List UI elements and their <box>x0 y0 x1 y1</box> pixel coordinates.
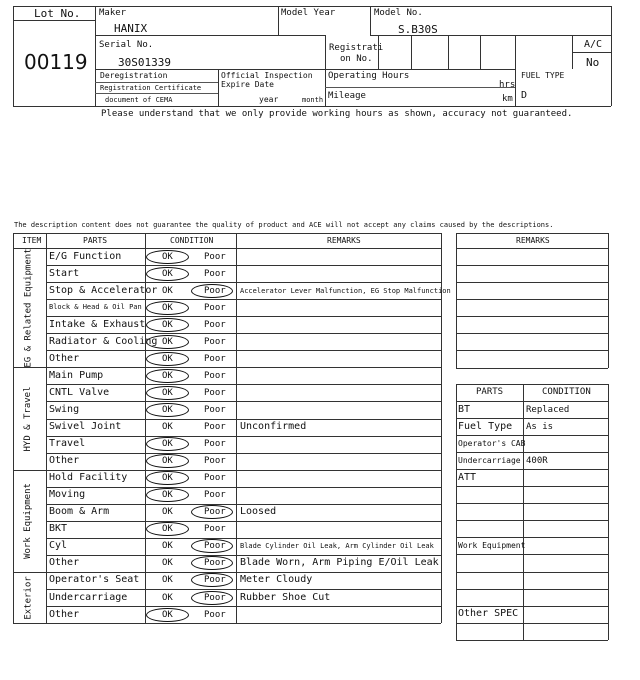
model-no-label: Model No. <box>374 8 423 18</box>
right-condition-value: 400R <box>526 455 548 466</box>
part-name: Block & Head & Oil Pan <box>49 303 142 312</box>
part-name: Other <box>49 608 80 620</box>
right-part-name: Fuel Type <box>458 420 513 432</box>
ok-circle-mark <box>146 301 189 315</box>
part-name: Intake & Exhaust <box>49 318 146 330</box>
condition-ok: OK <box>162 319 173 330</box>
condition-poor: Poor <box>204 353 226 364</box>
condition-poor: Poor <box>204 268 226 279</box>
condition-ok: OK <box>162 507 173 518</box>
right-part-name: BT <box>458 403 471 415</box>
ok-circle-mark <box>146 403 189 417</box>
maker-label: Maker <box>99 8 127 18</box>
ok-circle-mark <box>146 608 189 622</box>
condition-ok: OK <box>162 302 173 313</box>
condition-poor: Poor <box>204 473 226 484</box>
condition-ok: OK <box>162 439 173 450</box>
part-name: Swivel Joint <box>49 421 122 432</box>
group-label: HYD & Travel <box>23 385 34 452</box>
condition-poor: Poor <box>204 609 226 620</box>
maker-value: HANIX <box>114 22 148 35</box>
condition-poor: Poor <box>204 319 226 330</box>
group-label: Exterior <box>23 575 34 620</box>
condition-poor: Poor <box>204 336 226 347</box>
ac-value: No <box>586 56 600 69</box>
part-name: E/G Function <box>49 250 122 262</box>
right-part-name: Other SPEC <box>458 608 519 620</box>
right-condition-value: Replaced <box>526 404 570 415</box>
remarks-text: Blade Worn, Arm Piping E/Oil Leak <box>240 557 439 569</box>
year-label: year <box>259 95 279 104</box>
mileage-label: Mileage <box>328 91 366 101</box>
condition-poor: Poor <box>204 524 226 535</box>
right-part-name: Work Equipment <box>458 540 526 550</box>
registration-certificate-label: Registration Certificate <box>100 84 202 92</box>
condition-ok: OK <box>162 558 173 569</box>
condition-ok: OK <box>162 387 173 398</box>
right-part-name: ATT <box>458 471 477 483</box>
condition-ok: OK <box>162 370 173 381</box>
condition-poor: Poor <box>204 456 226 467</box>
column-header-parts: PARTS <box>83 236 108 245</box>
serial-value: 30S01339 <box>118 56 171 69</box>
poor-circle-mark <box>191 505 233 519</box>
condition-poor: Poor <box>204 404 226 415</box>
ok-circle-mark <box>146 250 189 264</box>
group-label: Work Equipment <box>23 482 34 559</box>
right-remarks-header: REMARKS <box>516 236 550 245</box>
condition-ok: OK <box>162 490 173 501</box>
condition-ok: OK <box>162 592 173 603</box>
part-name: Other <box>49 352 80 364</box>
fuel-type-label: FUEL TYPE <box>521 71 565 80</box>
model-no-value: S.B30S <box>398 23 438 36</box>
remarks-text: Rubber Shoe Cut <box>240 591 331 603</box>
part-name: Swing <box>49 403 80 415</box>
remarks-text: Accelerator Lever Malfunction, EG Stop Malfunction <box>240 286 451 295</box>
column-header-item: ITEM <box>22 236 42 245</box>
right-part-name: Undercarriage <box>458 455 521 465</box>
ac-label: A/C <box>584 39 603 50</box>
remarks-text: Meter Cloudy <box>240 574 313 586</box>
condition-ok: OK <box>162 609 173 620</box>
right-parts-header: PARTS <box>476 387 504 397</box>
remarks-text: Loosed <box>240 506 277 518</box>
column-header-condition: CONDITION <box>170 236 214 245</box>
condition-ok: OK <box>162 541 173 552</box>
part-name: Radiator & Cooling <box>49 335 158 347</box>
hours-disclaimer: Please understand that we only provide working hours as shown, accuracy not guaranteed. <box>101 109 573 119</box>
condition-poor: Poor <box>204 370 226 381</box>
right-condition-header: CONDITION <box>542 387 591 397</box>
poor-circle-mark <box>191 556 233 570</box>
condition-ok: OK <box>162 404 173 415</box>
description-disclaimer: The description content does not guarantee the quality of product and ACE will not accept any claims caused by the descriptions. <box>14 221 554 229</box>
part-name: Stop & Accelerator <box>49 284 158 296</box>
fuel-type-value: D <box>521 90 528 101</box>
ok-circle-mark <box>146 454 189 468</box>
part-name: Boom & Arm <box>49 506 110 518</box>
condition-ok: OK <box>162 251 173 262</box>
registration-label-2: on No. <box>340 54 373 64</box>
poor-circle-mark <box>191 573 233 587</box>
condition-ok: OK <box>162 336 173 347</box>
right-part-name: Operator's CAB <box>458 438 526 448</box>
group-label: EG & Related Equipment <box>23 248 34 368</box>
ok-circle-mark <box>146 488 189 502</box>
condition-poor: Poor <box>204 422 226 432</box>
part-name: Undercarriage <box>49 591 128 603</box>
column-header-remarks: REMARKS <box>327 236 361 245</box>
ok-circle-mark <box>146 386 189 400</box>
condition-poor: Poor <box>204 592 226 603</box>
part-name: CNTL Valve <box>49 386 110 398</box>
part-name: Hold Facility <box>49 472 128 484</box>
part-name: Cyl <box>49 540 68 552</box>
condition-ok: OK <box>162 456 173 467</box>
condition-ok: OK <box>162 353 173 364</box>
serial-label: Serial No. <box>99 40 154 50</box>
condition-poor: Poor <box>204 558 226 569</box>
ok-circle-mark <box>146 352 189 366</box>
remarks-text: Unconfirmed <box>240 421 307 432</box>
right-condition-value: As is <box>526 421 554 432</box>
ok-circle-mark <box>146 369 189 383</box>
part-name: BKT <box>49 523 68 535</box>
ok-circle-mark <box>146 335 189 349</box>
lot-no-label: Lot No. <box>34 7 81 20</box>
lot-no-value: 00119 <box>24 50 88 74</box>
condition-poor: Poor <box>204 507 226 518</box>
condition-ok: OK <box>162 285 173 296</box>
condition-poor: Poor <box>204 285 226 296</box>
condition-ok: OK <box>162 268 173 279</box>
ok-circle-mark <box>146 471 189 485</box>
condition-ok: OK <box>162 473 173 484</box>
ok-circle-mark <box>146 437 189 451</box>
condition-poor: Poor <box>204 251 226 262</box>
hrs-label: hrs <box>499 80 516 90</box>
ok-circle-mark <box>146 318 189 332</box>
remarks-text: Blade Cylinder Oil Leak, Arm Cylinder Oil Leak <box>240 542 434 551</box>
condition-poor: Poor <box>204 302 226 313</box>
ok-circle-mark <box>146 522 189 536</box>
document-label: document of CEMA <box>105 96 173 104</box>
part-name: Start <box>49 267 80 279</box>
condition-poor: Poor <box>204 490 226 501</box>
inspection-label-2: Expire Date <box>221 80 274 89</box>
condition-poor: Poor <box>204 439 226 450</box>
inspection-label-1: Official Inspection <box>221 71 313 80</box>
part-name: Other <box>49 455 80 467</box>
part-name: Main Pump <box>49 369 104 381</box>
model-year-label: Model Year <box>281 8 336 18</box>
condition-ok: OK <box>162 524 173 535</box>
condition-poor: Poor <box>204 575 226 586</box>
part-name: Travel <box>49 438 86 450</box>
operating-hours-label: Operating Hours <box>328 71 410 81</box>
ok-circle-mark <box>146 267 189 281</box>
part-name: Moving <box>49 489 86 501</box>
poor-circle-mark <box>191 591 233 605</box>
month-label: month <box>302 96 324 104</box>
condition-poor: Poor <box>204 541 226 552</box>
condition-ok: OK <box>162 422 173 432</box>
deregistration-label: Deregistration <box>100 71 168 80</box>
condition-poor: Poor <box>204 387 226 398</box>
km-label: km <box>502 94 513 104</box>
poor-circle-mark <box>191 284 233 298</box>
part-name: Other <box>49 557 80 569</box>
poor-circle-mark <box>191 539 233 553</box>
registration-label-1: Registrati <box>329 43 384 53</box>
condition-ok: OK <box>162 575 173 586</box>
part-name: Operator's Seat <box>49 574 140 586</box>
